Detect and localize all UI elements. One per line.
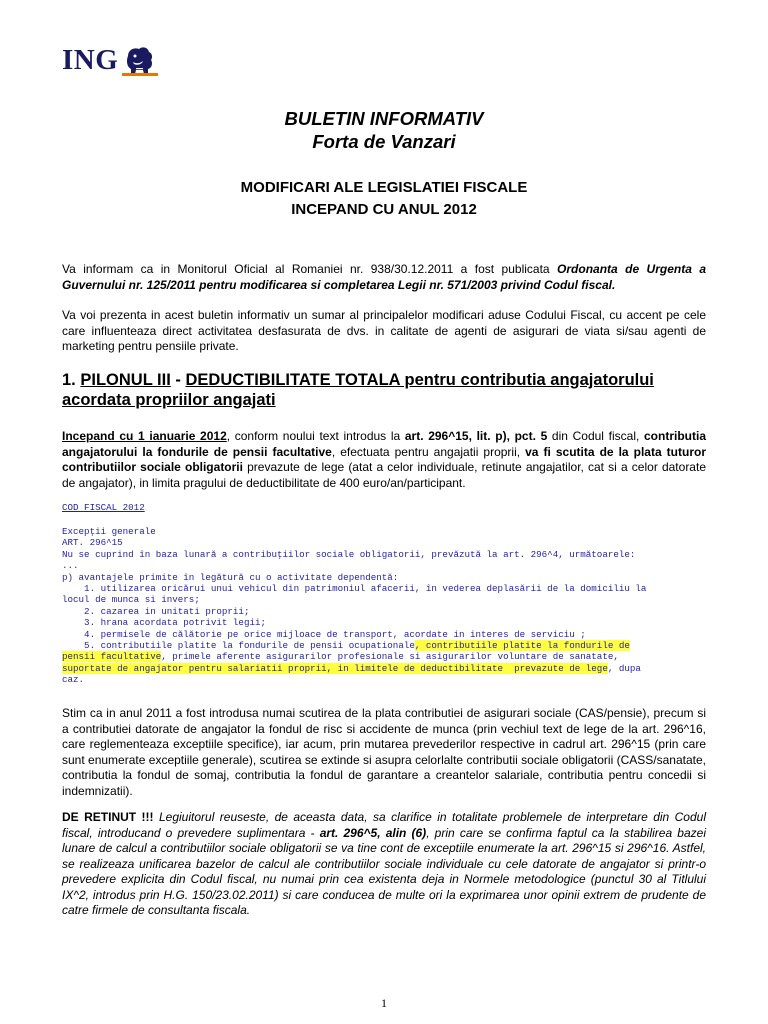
intro-paragraph-2: Va voi prezenta in acest buletin informativ un sumar al principalelor modificari aduse Codului Fiscal, cu accent pe cele care influenteaza direct activitatea desfasurata de dvs. in calitate de agenti de asigurari de viata si/sau agenti de marketing pentru pensiile private. xyxy=(62,308,706,353)
p5-text-c: , prin care se confirma faptul ca la stabilirea bazei lunare de calcul a contributiilor sociale obligatorii se va tine cont de exceptiile enumerate la art. 296^15 si 296^16. Astfel, se realizeaza unificarea bazelor de calcul ale contributiilor sociale individuale cu cele datorate de angajator si printr-o prevedere explicita din Codul fiscal, nu numai prin cea existenta deja in Normele metodologice (punctul 30 al Titlului IX^2, introdus prin H.G. 150/23.02.2011) si care conducea de multe ori la exprimarea unor opinii extrem de prudente de catre firmele de consultanta fiscala. xyxy=(62,825,706,917)
code-line: , dupa xyxy=(607,662,641,674)
code-line: 3. hrana acordata potrivit legii; xyxy=(62,617,266,629)
code-line: Excepţii generale xyxy=(62,526,156,537)
contribution-bold: contributia angajatorului la fondurile de pensii facultative xyxy=(62,429,706,459)
p3-text-h: prevazute de lege (atat a celor individuale, retinute angajatilor, cat si a celor datorate de angajator), in limita pragului de deductibilitate de 400 euro/an/participant. xyxy=(62,460,706,490)
code-line: 1. utilizarea oricărui unui vehicul din patrimoniul afacerii, în vederea deplasării de la domiciliu la xyxy=(62,583,647,595)
intro-text: Va informam ca in Monitorul Oficial al Romaniei nr. 938/30.12.2011 a fost publicata xyxy=(62,262,558,276)
logo-text: ING xyxy=(62,44,119,76)
code-line: Nu se cuprind în baza lunară a contribuţiilor sociale obligatorii, prevăzută la art. 296^4, următoarele: xyxy=(62,548,636,560)
dash: - xyxy=(170,371,186,389)
ordinance-reference: Ordonanta de Urgenta a Guvernului nr. 125/2011 pentru modificarea si completarea Legii nr. 571/2003 privind Codul fiscal. xyxy=(62,262,707,292)
effective-date: Incepand cu 1 ianuarie 2012 xyxy=(62,429,227,443)
code-link-heading[interactable]: COD FISCAL 2012 xyxy=(62,502,145,513)
exemption-bold: va fi scutita de la plata tuturor contributiilor sociale obligatorii xyxy=(62,444,706,474)
section-1-heading xyxy=(62,370,712,410)
code-line: 2. cazarea in unitati proprii; xyxy=(62,605,250,617)
ing-logo xyxy=(62,44,158,77)
pilon-label: PILONUL III xyxy=(80,371,171,389)
article-ref-2: art. 296^5, alin (6) xyxy=(319,825,427,840)
page-number: 1 xyxy=(381,996,387,1010)
bulletin-title: BULETIN INFORMATIV xyxy=(284,108,484,129)
section-heading-1: MODIFICARI ALE LEGISLATIEI FISCALE xyxy=(240,179,528,196)
paragraph-effective-date xyxy=(62,429,706,491)
code-line: 5. contributiile platite la fondurile de pensii ocupationale xyxy=(62,640,415,652)
highlighted-text: pensii facultative xyxy=(62,651,162,663)
code-line: , primele aferente asigurarilor profesionale si asigurarilor voluntare de sanatate, xyxy=(161,651,619,663)
highlighted-text: suportate de angajator pentru salariatii proprii, in limitele de deductibilitate prevazute de lege xyxy=(62,662,608,674)
paragraph-2011-context: Stim ca in anul 2011 a fost introdusa numai scutirea de la plata contributiei de asigurari sociale (CAS/pensie), precum si a contributiei datorate de angajator la fondul de risc si accidente de munca (prin vechiul text de lege de la art. 296^16, care reglementeaza exceptiile specifice), iar acum, prin mutarea prevederilor respective in cadrul art. 296^15 (prin care sunt enumerate exceptiile generale), scutirea se extinde si asupra celorlalte contributii sociale obligatorii (CASS/sanatate, contributia la fondul de somaj, contributia la fondul de garantare a creantelor salariale, contributia pentru concedii si indemnizatii). xyxy=(62,706,706,798)
section-number: 1. xyxy=(62,371,81,389)
code-line: 4. permisele de călătorie pe orice mijloace de transport, acordate in interes de serviciu ; xyxy=(62,628,586,640)
p5-text-a: Legiuitorul reuseste, de aceasta data, sa clarifice in totalitate problemele de interpretare din Codul fiscal, introducand o prevedere suplimentara - xyxy=(62,810,706,840)
paragraph-de-retinut xyxy=(62,810,706,919)
code-excerpt xyxy=(62,526,712,686)
article-ref: art. 296^15, lit. p), pct. 5 xyxy=(404,429,548,443)
lion-icon xyxy=(122,46,158,76)
intro-paragraph-1 xyxy=(62,262,706,293)
code-line: p) avantajele primite în legătură cu o activitate dependentă: xyxy=(62,571,399,583)
bulletin-subtitle: Forta de Vanzari xyxy=(312,131,456,152)
code-line: caz. xyxy=(62,674,85,686)
note-label: DE RETINUT !!! xyxy=(62,810,154,824)
p3-text-f: , efectuata pentru angajatii proprii, xyxy=(331,444,526,459)
deductibility-label: DEDUCTIBILITATE TOTALA xyxy=(185,371,400,389)
code-line: ART. 296^15 xyxy=(62,537,123,549)
code-line: ... xyxy=(62,560,79,572)
highlighted-text: , contributiile platite la fondurile de xyxy=(414,640,630,652)
section-heading-2: INCEPAND CU ANUL 2012 xyxy=(291,201,477,218)
p3-text-d: din Codul fiscal, xyxy=(547,429,644,443)
p3-text-b: , conform noului text introdus la xyxy=(226,429,405,443)
section-1-rest: pentru contributia angajatorului acordata propriilor angajati xyxy=(62,371,654,409)
code-line: locul de munca si invers; xyxy=(62,594,200,606)
